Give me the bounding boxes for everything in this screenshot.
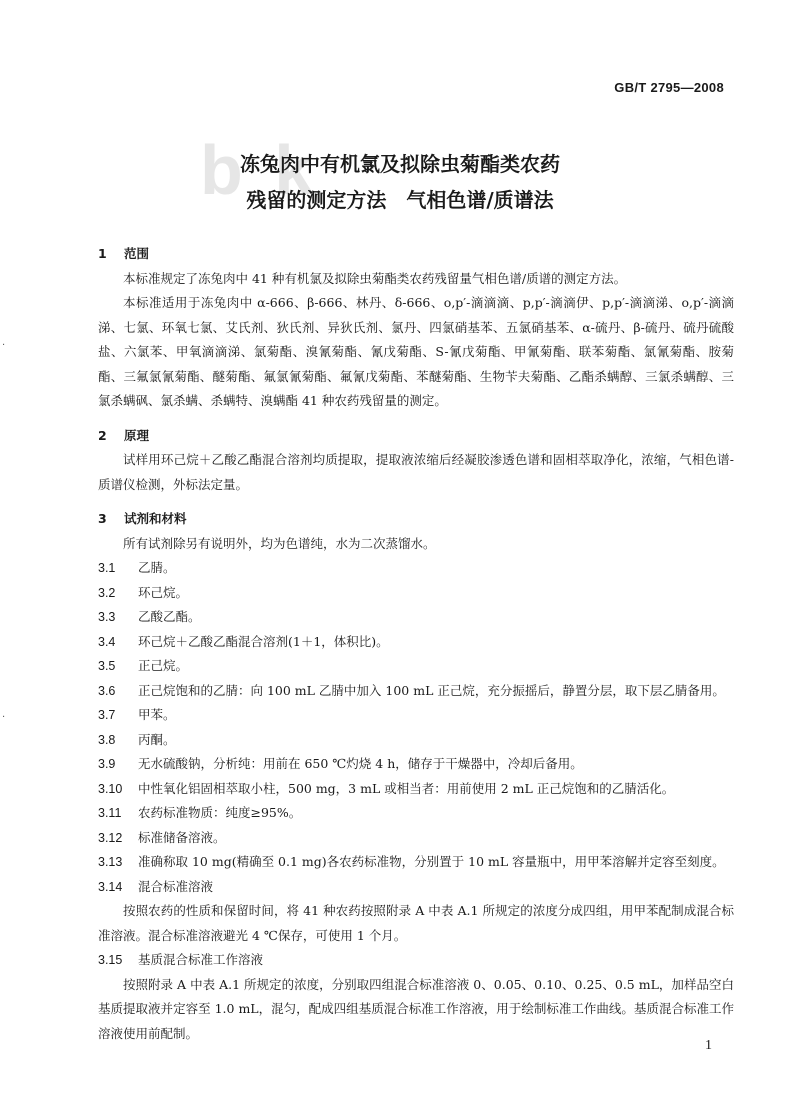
- paragraph: 所有试剂除另有说明外，均为色谱纯，水为二次蒸馏水。: [123, 535, 436, 551]
- section-heading: 1 范围: [98, 246, 150, 261]
- list-item: 3.2 环己烷。: [98, 584, 189, 600]
- section-heading: 3 试剂和材料: [98, 511, 187, 526]
- paragraph: 按照农药的性质和保留时间，将 41 种农药按照附录 A 中表 A.1 所规定的浓度分成四组，用甲苯配制成混合标准溶液。混合标准溶液避光 4 ℃保存，可使用 1 个月。: [98, 903, 734, 943]
- list-item: 3.1 乙腈。: [98, 560, 176, 575]
- margin-mark: ·: [2, 712, 6, 723]
- item-list: [98, 556, 734, 899]
- list-item: 3.4 环己烷＋乙酸乙酯混合溶剂(1＋1，体积比)。: [98, 633, 389, 649]
- list-item: 3.7 甲苯。: [98, 707, 176, 722]
- list-item: 3.5 正己烷。: [98, 658, 189, 673]
- list-item: 3.10 中性氧化铝固相萃取小柱，500 mg，3 mL 或相当者：用前使用 2 mL 正己烷饱和的乙腈活化。: [98, 780, 675, 796]
- list-item: 3.14 混合标准溶液: [98, 878, 214, 894]
- paragraph: 试样用环己烷＋乙酸乙酯混合溶剂均质提取，提取液浓缩后经凝胶渗透色谱和固相萃取净化，浓缩，气相色谱-质谱仪检测，外标法定量。: [98, 452, 734, 492]
- document-title: [0, 146, 800, 218]
- paragraph: 本标准适用于冻兔肉中 α-666、β-666、林丹、δ-666、o,p′-滴滴滴、p,p′-滴滴伊、p,p′-滴滴涕、o,p′-滴滴涕、七氯、环氧七氯、艾氏剂、狄氏剂、异狄氏剂、氯丹、四氯硝基苯、五氯硝基苯、α-硫丹、β-硫丹、硫丹硫酸盐、六氯苯、甲氧滴滴涕、氯菊酯、溴氰菊酯、氰戊菊酯、S-氰戊菊酯、甲氰菊酯、联苯菊酯、氯氰菊酯、胺菊酯、三氟氯氰菊酯、醚菊酯、氟氯氰菊酯、氟氰戊菊酯、苯醚菊酯、生物苄夫菊酯、乙酯杀螨醇、三氯杀螨醇、三氯杀螨砜、氯杀螨、杀螨特、溴螨酯 41 种农药残留量的测定。: [98, 295, 734, 408]
- list-item: 3.8 丙酮。: [98, 731, 176, 747]
- list-item: 3.6 正己烷饱和的乙腈：向 100 mL 乙腈中加入 100 mL 正己烷，充分振摇后，静置分层，取下层乙腈备用。: [98, 682, 725, 698]
- title-line-1: 冻兔肉中有机氯及拟除虫菊酯类农药: [240, 152, 560, 176]
- list-item: 3.13 准确称取 10 mg(精确至 0.1 mg)各农药标准物，分别置于 10 mL 容量瓶中，用甲苯溶解并定容至刻度。: [98, 854, 725, 869]
- list-item: 3.9 无水硫酸钠，分析纯：用前在 650 ℃灼烧 4 h，储存于干燥器中，冷却后备用。: [98, 756, 583, 771]
- watermark: b k: [200, 131, 320, 209]
- section-heading: 2 原理: [98, 427, 150, 443]
- standard-code: GB/T 2795—2008: [614, 80, 724, 95]
- title-line-2: 残留的测定方法 气相色谱/质谱法: [246, 188, 554, 212]
- list-item: 3.11 农药标准物质：纯度≥95%。: [98, 805, 302, 820]
- list-item: 3.3 乙酸乙酯。: [98, 609, 201, 624]
- list-item: 3.12 标准储备溶液。: [98, 829, 226, 845]
- body-content: [98, 242, 734, 1046]
- paragraph: 按照附录 A 中表 A.1 所规定的浓度，分别取四组混合标准溶液 0、0.05、0.10、0.25、0.5 mL，加样品空白基质提取液并定容至 1.0 mL，混匀，配成四组基质混合标准工作溶液，用于绘制标准工作曲线。基质混合标准工作溶液使用前配制。: [98, 976, 734, 1041]
- page-number: 1: [705, 1038, 712, 1053]
- paragraph: 本标准规定了冻兔肉中 41 种有机氯及拟除虫菊酯类农药残留量气相色谱/质谱的测定方法。: [123, 270, 627, 286]
- list-item: 3.15 基质混合标准工作溶液: [98, 952, 264, 967]
- margin-mark: ·: [2, 340, 6, 351]
